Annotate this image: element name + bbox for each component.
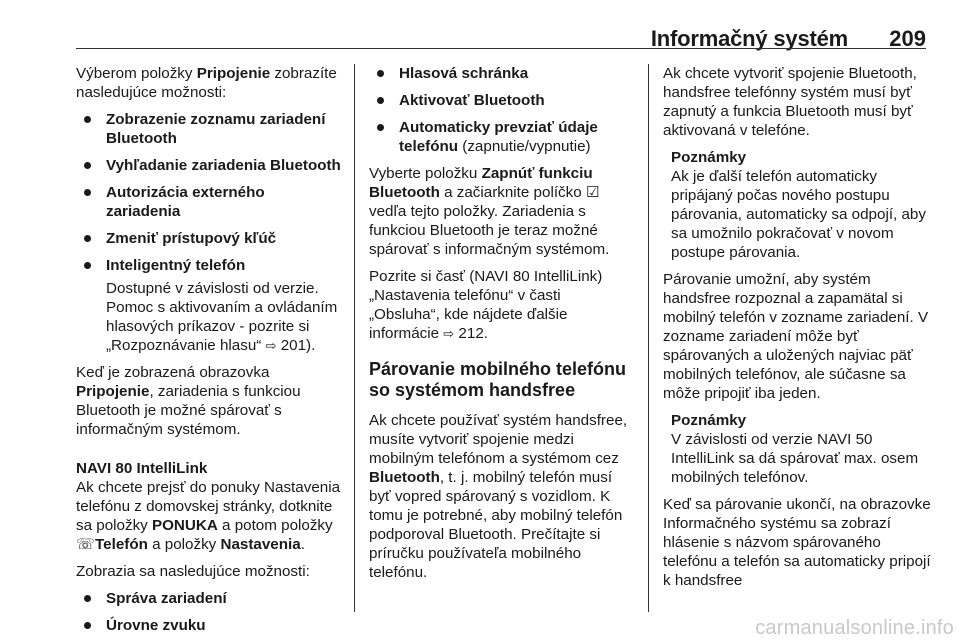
header-divider — [76, 48, 926, 49]
pairing-info-paragraph: Párovanie umožní, aby systém handsfree rozpoznal a zapamätal si mobilný telefón v zozname zariadení. V zozname zariadení môže byť spárovaných a uložených najviac päť mobilných telefónov, ale súčasne sa môže pripojiť iba jeden. — [663, 271, 929, 402]
note-title: Poznámky — [671, 412, 747, 429]
phone-settings-list — [76, 589, 342, 635]
page-title: Informačný systém — [650, 26, 848, 51]
column-divider-2 — [648, 64, 649, 612]
note-box — [663, 148, 931, 262]
section-heading: Párovanie mobilného telefónu so systémom handsfree — [369, 359, 627, 400]
page-ref-arrow-icon: ⇨ — [265, 338, 277, 353]
connection-paragraph: Ak chcete vytvoriť spojenie Bluetooth, handsfree telefónny systém musí byť zapnutý a funkcia Bluetooth musí byť aktivovaná v telefóne. — [663, 65, 917, 139]
list-item: Automaticky prevziať údaje telefónu (zapnutie/vypnutie) — [369, 118, 635, 156]
intro-paragraph: Výberom položky Pripojenie zobrazíte nasledujúce možnosti: — [76, 65, 337, 101]
pairing-paragraph: Keď je zobrazená obrazovka Pripojenie, zariadenia s funkciou Bluetooth je možné spárovať s informačným systémom. — [76, 364, 301, 438]
note-box — [663, 411, 931, 487]
enable-bluetooth-paragraph: Vyberte položku Zapnúť funkciu Bluetooth a začiarknite políčko ☑ vedľa tejto položky. Zariadenia s funkciou Bluetooth je teraz možné spárovať s informačným systémom. — [369, 165, 610, 258]
list-item: Vyhľadanie zariadenia Bluetooth — [76, 156, 342, 175]
column-3 — [663, 64, 931, 598]
navi-paragraph: Ak chcete prejsť do ponuky Nastavenia telefónu z domovskej stránky, dotknite sa položky PONUKA a potom položky ☏Telefón a položky Nastavenia. — [76, 479, 341, 553]
options-intro: Zobrazia sa nasledujúce možnosti: — [76, 563, 310, 580]
page-ref-arrow-icon: ⇨ — [443, 326, 455, 341]
list-item: Správa zariadení — [76, 589, 342, 608]
menu-term-connection: Pripojenie — [196, 65, 271, 82]
list-item-smartphone: Inteligentný telefón Dostupné v závislosti od verzie. Pomoc s aktivovaním a ovládaním hlasových príkazov - pozrite si „Rozpoznávanie hlasu“ ⇨ 201). — [76, 256, 342, 355]
note-text: Ak je ďalší telefón automaticky pripájaný počas nového postupu párovania, automaticky sa odpojí, aby sa umožnilo pokračovať v novom postupe párovania. — [671, 168, 926, 261]
column-1 — [76, 64, 342, 643]
completion-paragraph: Keď sa párovanie ukončí, na obrazovke Informačného systému sa zobrazí hlásenie s názvom spárovaného telefónu a telefón sa automaticky pripojí k handsfree — [663, 496, 931, 589]
note-title: Poznámky — [671, 149, 747, 166]
page-number: 209 — [889, 26, 926, 51]
column-divider-1 — [354, 64, 355, 612]
phone-icon: ☏ — [76, 536, 95, 553]
navi-heading: NAVI 80 IntelliLink — [76, 460, 208, 477]
reference-paragraph: Pozrite si časť (NAVI 80 IntelliLink) „Nastavenia telefónu“ v časti „Obsluha“, kde nájdete ďalšie informácie ⇨ 212. — [369, 268, 603, 342]
smartphone-description: Dostupné v závislosti od verzie. Pomoc s aktivovaním a ovládaním hlasových príkazov - pozrite si „Rozpoznávanie hlasu“ ⇨ 201). — [106, 280, 338, 354]
list-item: Aktivovať Bluetooth — [369, 91, 635, 110]
list-item: Autorizácia externého zariadenia — [76, 183, 342, 221]
phone-settings-list-cont — [369, 64, 635, 156]
watermark: carmanualsonline.info — [755, 617, 954, 639]
handsfree-paragraph: Ak chcete používať systém handsfree, musíte vytvoriť spojenie medzi mobilným telefónom a systémom cez Bluetooth, t. j. mobilný telefón musí byť vopred spárovaný s vozidlom. K tomu je potrebné, aby mobilný telefón podporoval Bluetooth. Prečítajte si príručku používateľa mobilného telefónu. — [369, 412, 628, 581]
checkbox-icon: ☑ — [585, 184, 600, 201]
connection-options-list — [76, 110, 342, 355]
list-item: Hlasová schránka — [369, 64, 635, 83]
list-item: Zmeniť prístupový kľúč — [76, 229, 342, 248]
column-2 — [369, 64, 635, 590]
note-text: V závislosti od verzie NAVI 50 IntelliLink sa dá spárovať max. osem mobilných telefónov. — [671, 431, 919, 486]
list-item: Zobrazenie zoznamu zariadení Bluetooth — [76, 110, 342, 148]
list-item: Úrovne zvuku — [76, 616, 342, 635]
